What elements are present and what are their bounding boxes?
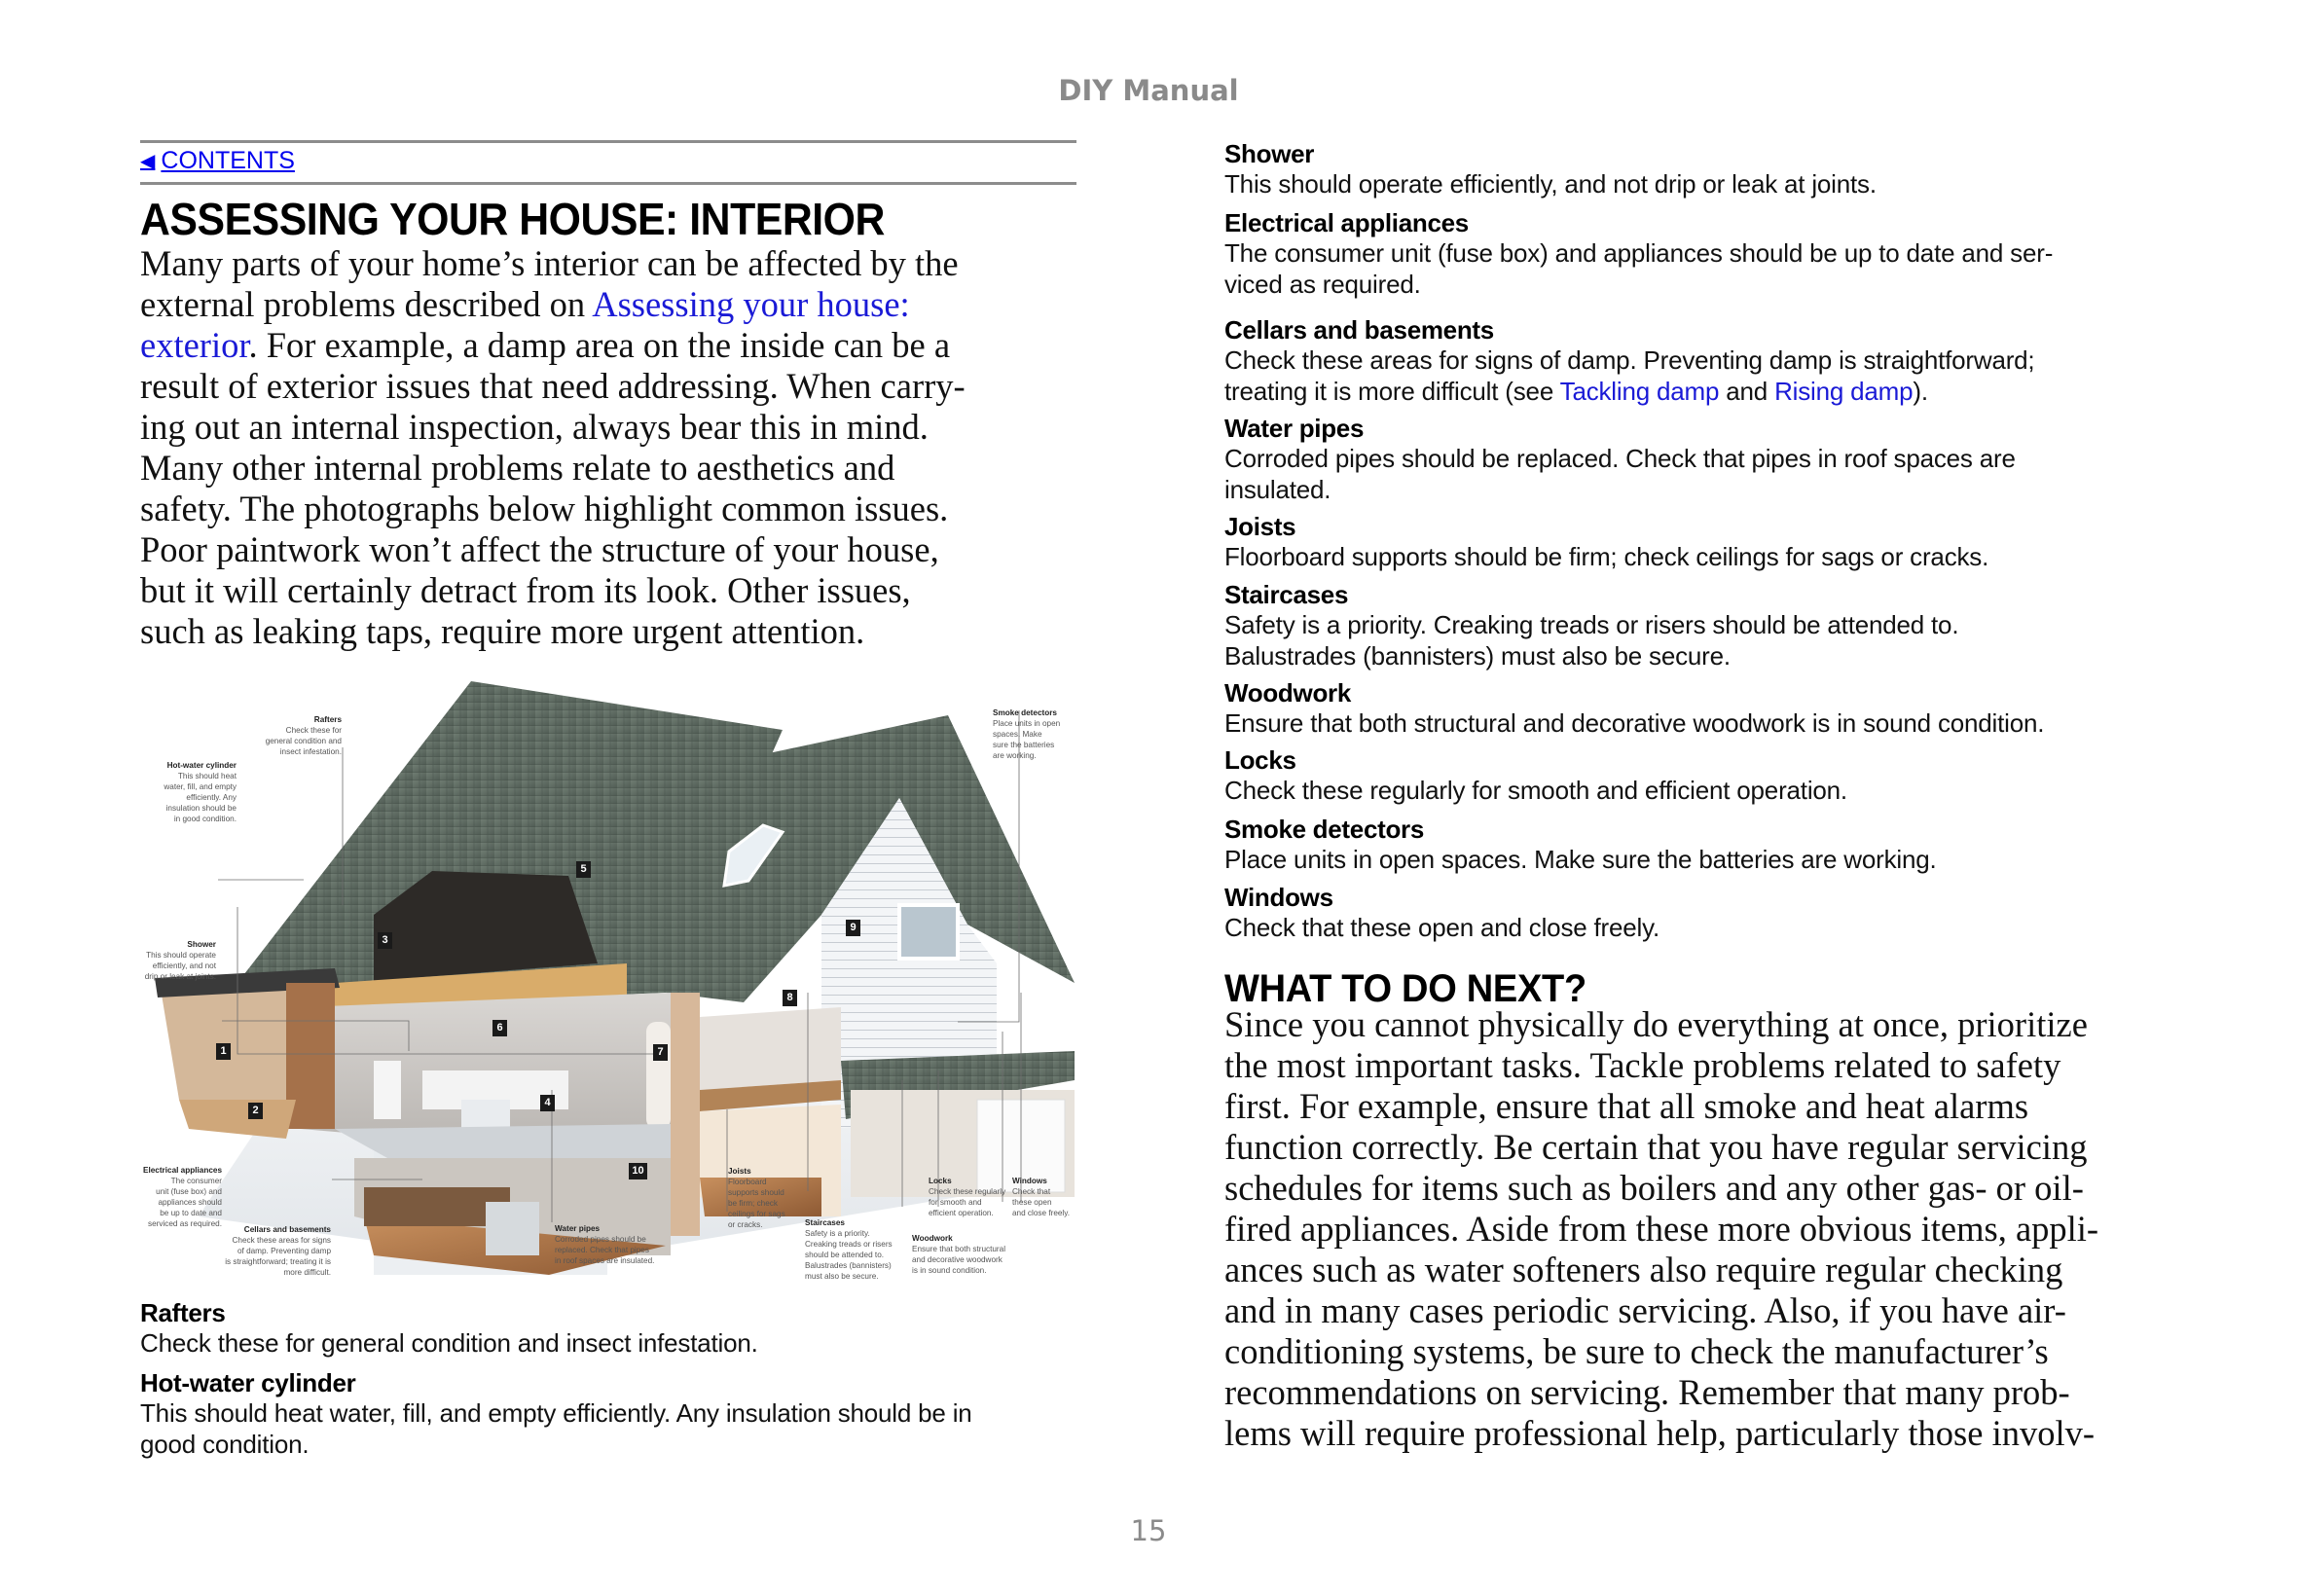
item-text-line: This should heat water, fill, and empty efficiently. Any insulation should be in	[140, 1398, 972, 1428]
link-tackling-damp[interactable]: Tackling damp	[1559, 377, 1720, 406]
callout-line: for smooth and	[929, 1198, 982, 1207]
landing-room	[700, 1007, 841, 1090]
intro-text: ing out an internal inspection, always bear this in mind.	[140, 407, 929, 447]
callout-staircases	[805, 1217, 902, 1282]
callout-line: Check these areas for signs	[232, 1236, 331, 1245]
callout-line: Balustrades (bannisters)	[805, 1261, 892, 1270]
callout-line: be up to date and	[160, 1209, 222, 1217]
callout-line: is in sound condition.	[912, 1266, 987, 1275]
item-title: Locks	[1224, 745, 1296, 775]
item-title: Woodwork	[1224, 678, 1351, 707]
callout-hot-water-cylinder	[140, 760, 237, 824]
intro-line	[140, 489, 1094, 529]
marker-7: 7	[653, 1044, 668, 1061]
paragraph-line: function correctly. Be certain that you have regular servicing	[1224, 1127, 2088, 1167]
callout-line: spaces. Make	[993, 730, 1042, 739]
intro-line	[140, 611, 1094, 652]
callout-joists	[728, 1166, 806, 1230]
item-joists	[1224, 512, 1988, 572]
intro-text: Poor paintwork won’t affect the structure of your house,	[140, 529, 939, 569]
item-title: Joists	[1224, 512, 1296, 541]
item-text	[1224, 443, 2016, 505]
item-text	[1224, 609, 1958, 671]
callout-line: be firm; check	[728, 1199, 778, 1208]
callout-line: efficiently. Any	[186, 793, 237, 802]
callout-line: in good condition.	[173, 815, 237, 823]
item-text-line: good condition.	[140, 1430, 310, 1459]
item-title: Water pipes	[1224, 414, 1365, 443]
callout-line: appliances should	[158, 1198, 222, 1207]
callout-line: of damp. Preventing damp	[237, 1247, 331, 1255]
item-text	[140, 1327, 758, 1359]
hot-water-cylinder	[646, 1022, 671, 1129]
marker-2: 2	[248, 1103, 263, 1119]
callout-line: and close freely.	[1012, 1209, 1071, 1217]
callout-title: Cellars and basements	[243, 1225, 331, 1234]
intro-line	[140, 448, 1094, 489]
callout-title: Windows	[1012, 1177, 1047, 1185]
callout-line: general condition and	[265, 737, 342, 745]
gable-window	[899, 905, 958, 959]
intro-line	[140, 366, 1094, 407]
intro-line	[140, 407, 1094, 448]
contents-link[interactable]	[140, 147, 295, 175]
callout-line: insect infestation.	[279, 747, 342, 756]
callout-title: Hot-water cylinder	[166, 761, 237, 770]
item-text-line: Check that these open and close freely.	[1224, 913, 1659, 942]
callout-line: supports should	[728, 1188, 784, 1197]
callout-title: Joists	[728, 1167, 751, 1176]
callout-smoke-detectors	[993, 707, 1076, 761]
intro-text: such as leaking taps, require more urgent attention.	[140, 611, 865, 651]
intro-text: . For example, a damp area on the inside can be a	[248, 325, 951, 365]
callout-line: Corroded pipes should be	[555, 1235, 646, 1244]
running-title: DIY Manual	[1058, 74, 1239, 107]
item-text-line: Balustrades (bannisters) must also be secure.	[1224, 641, 1731, 671]
marker-5: 5	[576, 861, 591, 878]
callout-title: Shower	[187, 940, 216, 949]
item-title: Staircases	[1224, 580, 1349, 609]
item-smoke-detectors	[1224, 815, 1937, 875]
paragraph-line: conditioning systems, be sure to check the manufacturer’s	[1224, 1331, 2049, 1371]
intro-text: safety. The photographs below highlight common issues.	[140, 489, 949, 528]
callout-line: efficiently, and not	[152, 961, 216, 970]
callout-line: more difficult.	[283, 1268, 331, 1277]
item-text-line	[1224, 376, 2034, 407]
intro-line	[140, 529, 1094, 570]
intro-line	[140, 243, 1094, 284]
item-text-line: Check these areas for signs of damp. Preventing damp is straightforward;	[1224, 345, 2035, 375]
callout-title: Staircases	[805, 1218, 845, 1227]
callout-windows	[1012, 1176, 1076, 1218]
paragraph-line: first. For example, ensure that all smoke and heat alarms	[1224, 1086, 2029, 1126]
item-text-line: This should operate efficiently, and not drip or leak at joints.	[1224, 169, 1877, 199]
intro-line	[140, 325, 1094, 366]
item-title: Cellars and basements	[1224, 315, 1494, 345]
marker-10: 10	[629, 1163, 647, 1179]
item-shower	[1224, 139, 1877, 200]
item-text	[1224, 168, 1877, 200]
marker-3: 3	[378, 932, 392, 949]
item-text	[1224, 237, 2053, 300]
paragraph-line: ances such as water softeners also require regular checking	[1224, 1250, 2063, 1289]
intro-paragraph	[140, 243, 1094, 652]
callout-line: these open	[1012, 1198, 1052, 1207]
callout-line: water, fill, and empty	[164, 782, 237, 791]
marker-6: 6	[492, 1020, 507, 1036]
callout-locks	[929, 1176, 1016, 1218]
next-section-title: WHAT TO DO NEXT?	[1224, 967, 1586, 1010]
callout-line: Creaking treads or risers	[805, 1240, 893, 1249]
paragraph-line: lems will require professional help, particularly those involv-	[1224, 1413, 2096, 1453]
callout-line: Check these regularly	[929, 1187, 1006, 1196]
callout-line: are working.	[993, 751, 1037, 760]
intro-text: result of exterior issues that need addressing. When carry-	[140, 366, 966, 406]
paragraph-line: schedules for items such as boilers and any other gas- or oil-	[1224, 1168, 2084, 1208]
callout-line: insulation should be	[165, 804, 237, 813]
item-title: Smoke detectors	[1224, 815, 1425, 844]
link-rising-damp[interactable]: Rising damp	[1774, 377, 1914, 406]
item-text	[1224, 707, 2044, 739]
callout-title: Electrical appliances	[142, 1166, 222, 1175]
link-assessing-exterior[interactable]: exterior	[140, 325, 249, 365]
callout-cellars-basements	[208, 1224, 331, 1278]
item-text	[1224, 345, 2034, 407]
callout-line: should be attended to.	[805, 1251, 885, 1259]
callout-rafters	[218, 714, 342, 757]
item-windows	[1224, 883, 1659, 943]
item-cellars-and-basements	[1224, 315, 2034, 407]
bottom-rule	[140, 182, 1076, 185]
paragraph-line: fired appliances. Aside from these more obvious items, appli-	[1224, 1209, 2099, 1249]
item-text: treating it is more difficult (see	[1224, 377, 1560, 406]
item-text-line: Check these regularly for smooth and efficient operation.	[1224, 776, 1847, 805]
item-text	[1224, 541, 1988, 572]
item-rafters	[140, 1298, 758, 1359]
callout-woodwork	[912, 1233, 1019, 1276]
paragraph-line: Since you cannot physically do everything at once, prioritize	[1224, 1004, 2088, 1044]
paragraph-line: and in many cases periodic servicing. Also, if you have air-	[1224, 1290, 2066, 1330]
callout-title: Woodwork	[912, 1234, 953, 1243]
item-text-line: Check these for general condition and insect infestation.	[140, 1328, 758, 1358]
item-hot-water-cylinder	[140, 1368, 972, 1460]
callout-line: Ensure that both structural	[912, 1245, 1006, 1253]
item-text-line: insulated.	[1224, 475, 1331, 504]
item-text	[140, 1397, 972, 1460]
item-text-line: Place units in open spaces. Make sure the batteries are working.	[1224, 845, 1937, 874]
item-title: Rafters	[140, 1298, 226, 1327]
callout-line: Check that	[1012, 1187, 1051, 1196]
item-text	[1224, 844, 1937, 875]
item-text-line: Safety is a priority. Creaking treads or risers should be attended to.	[1224, 610, 1959, 639]
marker-9: 9	[846, 920, 860, 936]
page-number: 15	[1130, 1514, 1167, 1547]
left-triangle-icon: ◀	[140, 151, 156, 172]
next-section-paragraph	[1224, 1004, 2159, 1454]
item-text-line: viced as required.	[1224, 270, 1421, 299]
marker-8: 8	[783, 990, 797, 1006]
item-woodwork	[1224, 678, 2044, 739]
callout-line: or cracks.	[728, 1220, 763, 1229]
callout-line: This should heat	[177, 772, 237, 780]
callout-line: must also be secure.	[805, 1272, 879, 1281]
section-title: ASSESSING YOUR HOUSE: INTERIOR	[140, 194, 885, 244]
callout-line: serviced as required.	[148, 1219, 222, 1228]
callout-line: ceilings for sags	[728, 1210, 785, 1218]
intro-line	[140, 284, 1094, 325]
callout-line: This should operate	[146, 951, 216, 960]
item-title: Hot-water cylinder	[140, 1368, 356, 1397]
house-cutaway-figure	[140, 671, 1076, 1283]
item-text: ).	[1913, 377, 1928, 406]
callout-line: drip or leak at joints.	[144, 972, 216, 981]
item-locks	[1224, 745, 1847, 806]
callout-line: replaced. Check that pipes	[555, 1246, 649, 1254]
marker-1: 1	[216, 1043, 231, 1060]
callout-line: Check these for	[285, 726, 342, 735]
callout-line: sure the batteries	[993, 741, 1055, 749]
item-text: and	[1719, 377, 1775, 406]
callout-title: Locks	[929, 1177, 952, 1185]
item-text-line: Floorboard supports should be firm; check ceilings for sags or cracks.	[1224, 542, 1989, 571]
item-electrical-appliances	[1224, 208, 2053, 300]
intro-text: external problems described on	[140, 284, 593, 324]
item-title: Shower	[1224, 139, 1315, 168]
callout-line: in roof spaces are insulated.	[555, 1256, 655, 1265]
callout-line: Floorboard	[728, 1178, 767, 1186]
intro-text: Many other internal problems relate to aesthetics and	[140, 448, 895, 488]
callout-line: Safety is a priority.	[805, 1229, 870, 1238]
item-staircases	[1224, 580, 1958, 671]
callout-line: is straightforward; treating it is	[225, 1257, 331, 1266]
annex-floor	[179, 1100, 296, 1139]
callout-shower	[140, 939, 216, 982]
paragraph-line: recommendations on servicing. Remember that many prob-	[1224, 1372, 2070, 1412]
callout-electrical-appliances	[140, 1165, 222, 1229]
item-text-line: Corroded pipes should be replaced. Check that pipes in roof spaces are	[1224, 444, 2016, 473]
kitchen-island	[486, 1202, 539, 1255]
callout-line: efficient operation.	[929, 1209, 994, 1217]
top-rule	[140, 140, 1076, 143]
structural-column	[671, 993, 700, 1236]
item-text	[1224, 912, 1659, 943]
item-text	[1224, 775, 1847, 806]
callout-line: and decorative woodwork	[912, 1255, 1003, 1264]
callout-line: Place units in open	[993, 719, 1061, 728]
intro-text: Many parts of your home’s interior can be affected by the	[140, 243, 959, 283]
paragraph-line: the most important tasks. Tackle problems related to safety	[1224, 1045, 2061, 1085]
callout-water-pipes	[555, 1223, 672, 1266]
toilet	[374, 1061, 401, 1119]
callout-title: Smoke detectors	[993, 708, 1057, 717]
item-title: Windows	[1224, 883, 1333, 912]
intro-text: but it will certainly detract from its look. Other issues,	[140, 570, 911, 610]
link-assessing-exterior[interactable]: Assessing your house:	[592, 284, 910, 324]
item-title: Electrical appliances	[1224, 208, 1469, 237]
item-water-pipes	[1224, 414, 2016, 505]
intro-line	[140, 570, 1094, 611]
callout-title: Water pipes	[555, 1224, 601, 1233]
callout-title: Rafters	[313, 715, 342, 724]
item-text-line: Ensure that both structural and decorative woodwork is in sound condition.	[1224, 708, 2045, 738]
callout-line: The consumer	[170, 1177, 222, 1185]
contents-label: CONTENTS	[161, 147, 295, 174]
callout-line: unit (fuse box) and	[156, 1187, 222, 1196]
marker-4: 4	[540, 1095, 555, 1111]
item-text-line: The consumer unit (fuse box) and appliances should be up to date and ser-	[1224, 238, 2054, 268]
